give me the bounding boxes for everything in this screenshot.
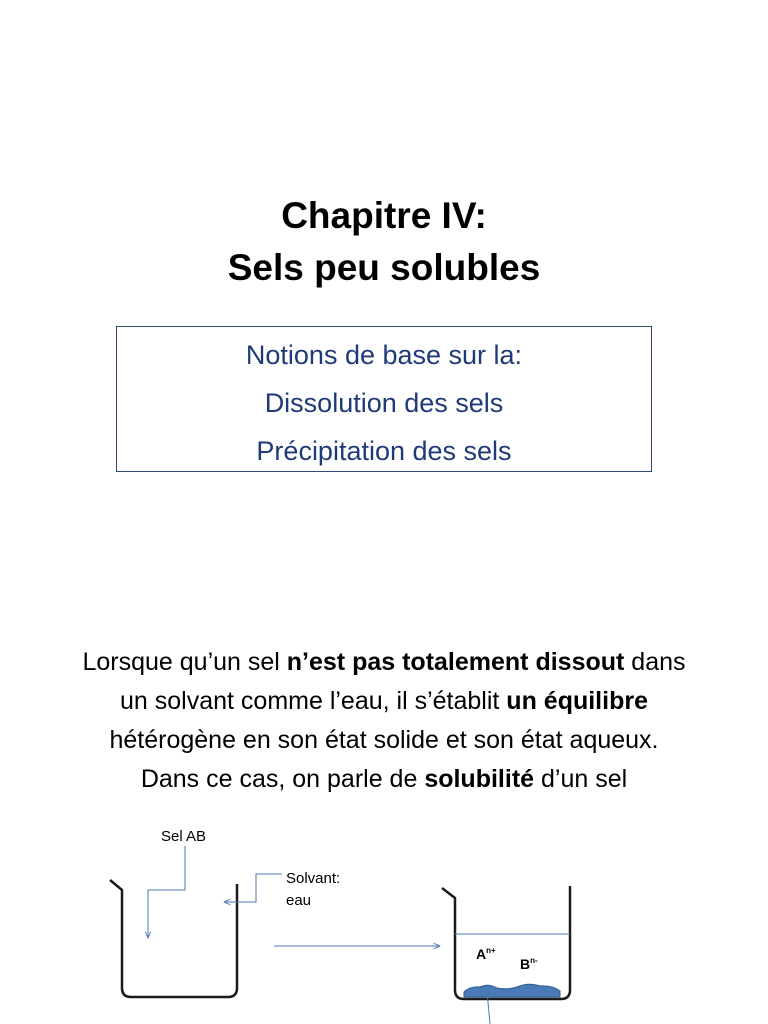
precipitate-deposit — [464, 984, 560, 997]
ion-anion-symbol: B — [520, 956, 531, 972]
paragraph-line-1 — [0, 643, 768, 682]
paragraph-text: Lorsque qu’un sel — [82, 648, 287, 676]
label-salt-ab: Sel AB — [161, 828, 207, 845]
notions-box — [116, 326, 652, 472]
intro-paragraph — [0, 643, 768, 799]
paragraph-line-2 — [0, 682, 768, 721]
beaker-left — [110, 880, 237, 997]
ion-cation — [476, 946, 496, 962]
paragraph-line-3: hétérogène en son état solide et son état aqueux. — [109, 726, 659, 754]
paragraph-text: dans — [624, 648, 686, 676]
paragraph-text: Dans ce cas, on parle de — [140, 765, 425, 793]
ion-anion — [520, 956, 538, 972]
paragraph-line-4 — [0, 760, 768, 799]
ion-cation-charge: n+ — [486, 946, 496, 955]
notions-precipitation: Précipitation des sels — [256, 436, 512, 466]
paragraph-text: d’un sel — [534, 765, 628, 793]
notions-dissolution: Dissolution des sels — [264, 388, 504, 418]
title-chapter: Chapitre IV: — [281, 195, 487, 236]
title-subject: Sels peu solubles — [227, 247, 541, 288]
paragraph-emphasis: un équilibre — [506, 687, 648, 715]
precipitate-arrow — [487, 991, 490, 1024]
paragraph-emphasis: n’est pas totalement dissout — [286, 648, 625, 676]
slide-title — [0, 190, 768, 294]
ion-cation-symbol: A — [476, 946, 487, 962]
ion-anion-charge: n- — [530, 956, 538, 965]
beaker-right — [442, 886, 570, 999]
paragraph-emphasis: solubilité — [424, 765, 535, 793]
notions-heading: Notions de base sur la: — [245, 340, 523, 370]
solvent-arrow — [224, 874, 282, 902]
paragraph-text: un solvant comme l’eau, il s’établit — [120, 687, 507, 715]
label-solvent: Solvant: — [286, 870, 341, 887]
label-solvent-water: eau — [286, 892, 312, 909]
salt-arrow — [148, 846, 185, 938]
